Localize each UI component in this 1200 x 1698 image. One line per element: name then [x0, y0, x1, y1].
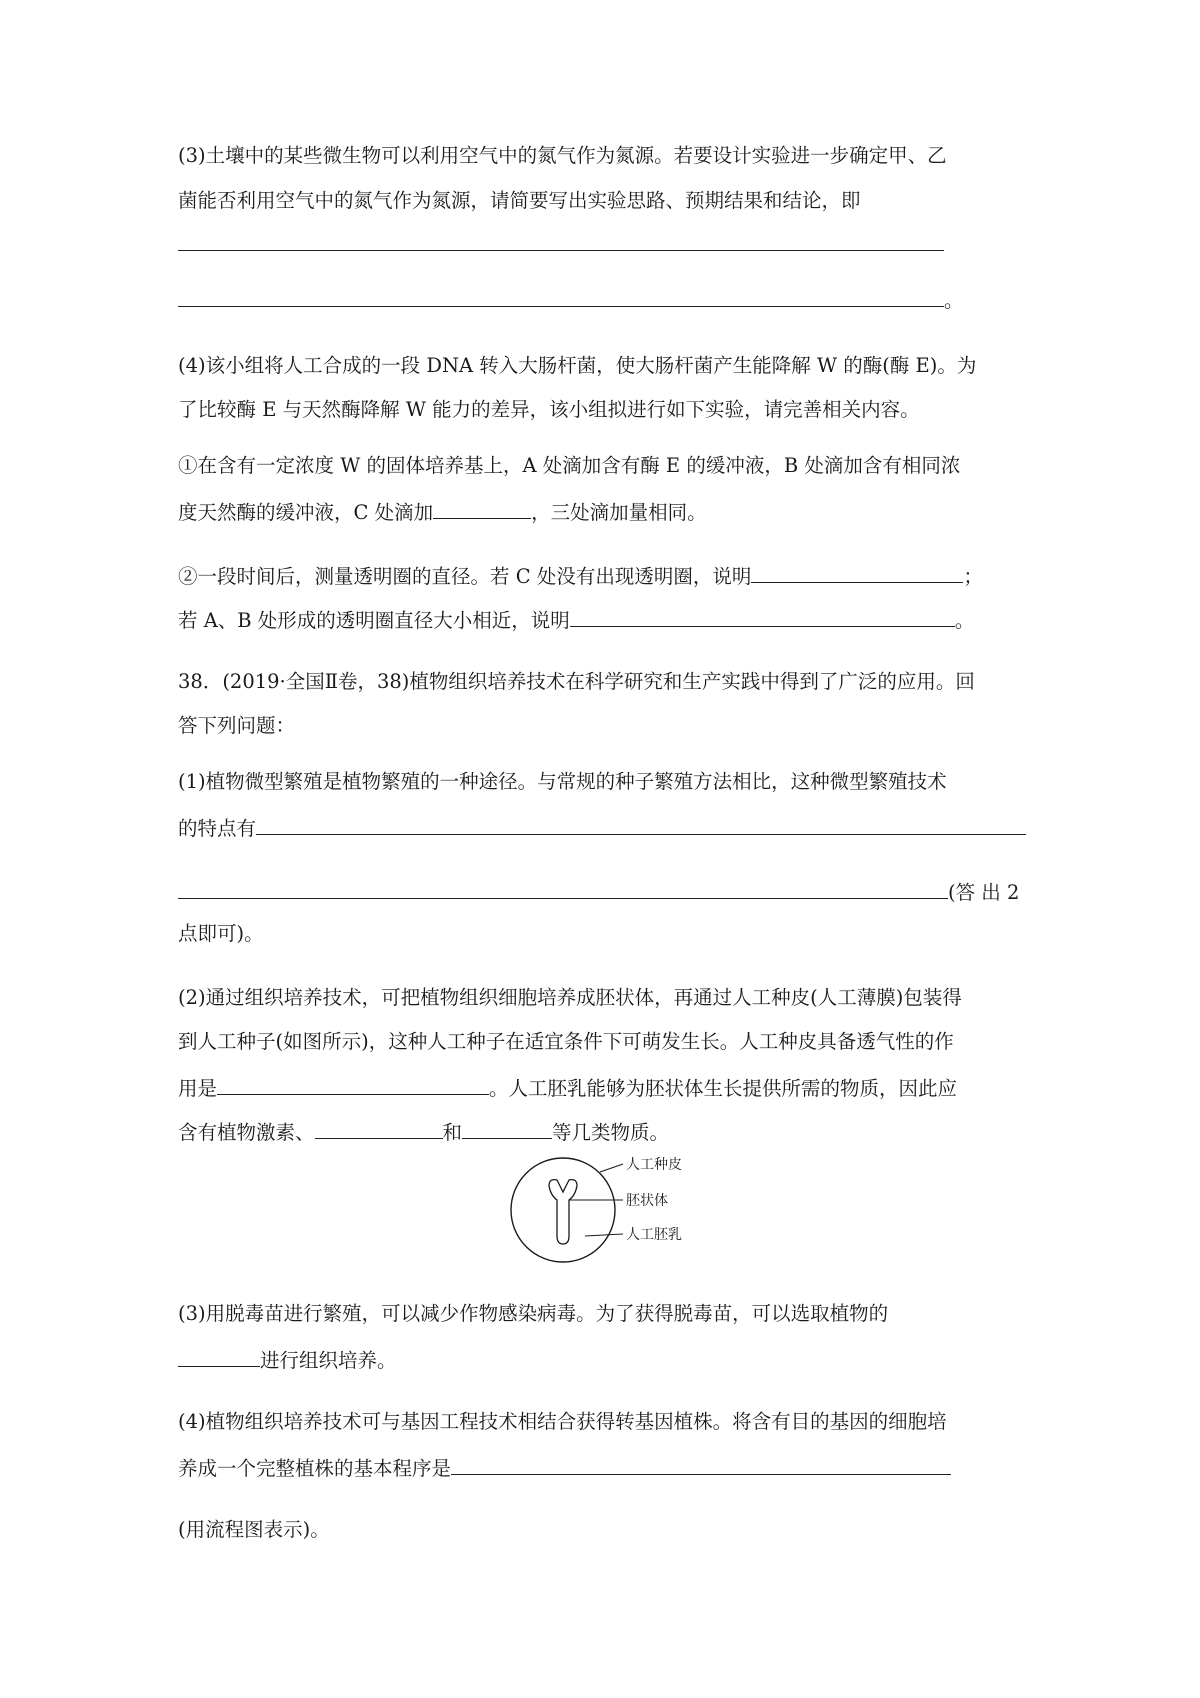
q38-p4-line1: (4)植物组织培养技术可与基因工程技术相结合获得转基因植株。将含有目的基因的细胞培: [178, 1410, 947, 1433]
answer-blank[interactable]: [178, 1344, 260, 1367]
q37-p4a-text: 度天然酶的缓冲液，C 处滴加: [178, 501, 434, 524]
answer-blank[interactable]: [315, 1116, 443, 1139]
q37-p4b-text2: 若 A、B 处形成的透明圈直径大小相近，说明: [178, 609, 570, 632]
label-seed-coat: 人工种皮: [626, 1157, 682, 1173]
q38-p3-text: 进行组织培养。: [260, 1349, 397, 1372]
q38-p1-line2: [178, 812, 1026, 843]
q38-p1-note: (答 出 2: [948, 881, 1020, 904]
q37-p4a-text-end: ，三处滴加量相同。: [531, 501, 707, 524]
q38-intro-line2: 答下列问题：: [178, 714, 296, 737]
q38-p1-line3: [178, 876, 1019, 907]
leader-line-coat: [600, 1164, 623, 1172]
q38-intro-line1: 38．(2019·全国Ⅱ卷，38)植物组织培养技术在科学研究和生产实践中得到了广泛的应用。回: [178, 670, 975, 693]
q38-p1-text: 的特点有: [178, 817, 257, 840]
q38-p2-line1: (2)通过组织培养技术，可把植物组织细胞培养成胚状体，再通过人工种皮(人工薄膜)包装得: [178, 986, 962, 1009]
seed-coat-circle: [511, 1158, 615, 1262]
q38-p1-line4: 点即可)。: [178, 922, 264, 945]
q37-p4b-line2: [178, 604, 974, 635]
q38-p2-line4: [178, 1116, 669, 1147]
q38-p3-line2: [178, 1344, 397, 1375]
q38-p4-line3: (用流程图表示)。: [178, 1518, 330, 1541]
q38-p4-text: 养成一个完整植株的基本程序是: [178, 1457, 452, 1480]
q38-p3-line1: (3)用脱毒苗进行繁殖，可以减少作物感染病毒。为了获得脱毒苗，可以选取植物的: [178, 1302, 889, 1325]
q38-p2-text-end2: 等几类物质。: [552, 1121, 670, 1144]
q38-p2-line3: [178, 1072, 957, 1103]
q38-p2-and: 和: [442, 1121, 463, 1144]
q37-p3-line2: 菌能否利用空气中的氮气作为氮源，请简要写出实验思路、预期结果和结论，即: [178, 189, 861, 212]
q37-p3-answer-line1: [178, 228, 944, 259]
q37-p4-line2: 了比较酶 E 与天然酶降解 W 能力的差异，该小组拟进行如下实验，请完善相关内容。: [178, 398, 920, 421]
answer-blank[interactable]: [256, 812, 1026, 835]
q37-p4a-line1: ①在含有一定浓度 W 的固体培养基上，A 处滴加含有酶 E 的缓冲液，B 处滴加含有相同浓: [178, 454, 961, 477]
period: 。: [954, 609, 975, 632]
answer-blank[interactable]: [751, 560, 963, 583]
q38-p2-text2: 含有植物激素、: [178, 1121, 315, 1144]
label-embryoid: 胚状体: [626, 1193, 668, 1209]
answer-blank[interactable]: [178, 876, 948, 899]
period: 。: [944, 289, 964, 312]
q37-p4a-line2: [178, 496, 707, 527]
q37-p4b-line1: [178, 560, 983, 591]
label-endosperm: 人工胚乳: [626, 1227, 682, 1243]
leader-line-endosperm: [585, 1234, 623, 1236]
q38-p2-line2: 到人工种子(如图所示)，这种人工种子在适宜条件下可萌发生长。人工种皮具备透气性的作: [178, 1030, 954, 1053]
q38-p4-line2: [178, 1452, 951, 1483]
q37-p4b-text: ②一段时间后，测量透明圈的直径。若 C 处没有出现透明圈，说明: [178, 565, 752, 588]
answer-blank[interactable]: [178, 228, 944, 251]
q37-p3-answer-line2: [178, 284, 964, 315]
q37-p3-line1: (3)土壤中的某些微生物可以利用空气中的氮气作为氮源。若要设计实验进一步确定甲、乙: [178, 144, 947, 167]
answer-blank[interactable]: [217, 1072, 489, 1095]
answer-blank[interactable]: [451, 1452, 951, 1475]
q37-p4-line1: (4)该小组将人工合成的一段 DNA 转入大肠杆菌，使大肠杆菌产生能降解 W 的酶(酶 E)。为: [178, 354, 977, 377]
artificial-seed-diagram: [505, 1150, 725, 1270]
answer-blank[interactable]: [462, 1116, 552, 1139]
answer-blank[interactable]: [433, 496, 531, 519]
answer-blank[interactable]: [178, 284, 944, 307]
q37-p4b-semicolon: ；: [963, 565, 983, 588]
embryoid-shape: [549, 1180, 577, 1244]
q38-p2-text: 用是: [178, 1077, 218, 1100]
answer-blank[interactable]: [570, 604, 955, 627]
artificial-seed-figure: [505, 1150, 725, 1270]
q38-p2-text-end: 。人工胚乳能够为胚状体生长提供所需的物质，因此应: [489, 1077, 958, 1100]
q38-p1-line1: (1)植物微型繁殖是植物繁殖的一种途径。与常规的种子繁殖方法相比，这种微型繁殖技术: [178, 770, 947, 793]
